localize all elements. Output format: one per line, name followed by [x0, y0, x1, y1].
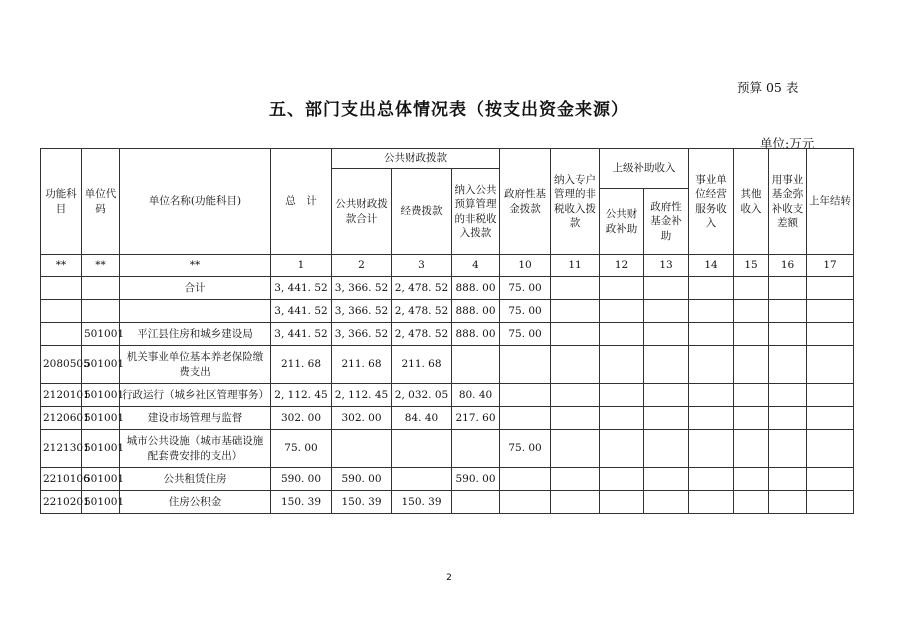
- empty-cell: [807, 430, 854, 468]
- empty-cell: [600, 323, 644, 346]
- unit-code-cell: 501001: [82, 430, 120, 468]
- index-cell: 15: [734, 255, 769, 277]
- gov-fund-cell: 75. 00: [500, 430, 551, 468]
- gov-fund-cell: 75. 00: [500, 323, 551, 346]
- index-cell: 13: [644, 255, 689, 277]
- table-row: [41, 491, 854, 514]
- empty-cell: [551, 277, 600, 300]
- operating-cell: 211. 68: [392, 346, 452, 384]
- unit-name-cell: 机关事业单位基本养老保险缴费支出: [120, 346, 271, 384]
- empty-cell: [807, 468, 854, 491]
- unit-code-cell: 501001: [82, 323, 120, 346]
- func-code-cell: [41, 323, 82, 346]
- empty-cell: [551, 491, 600, 514]
- unit-code-cell: 501001: [82, 491, 120, 514]
- func-code-cell: 2210201: [41, 491, 82, 514]
- func-code-cell: 2121301: [41, 430, 82, 468]
- empty-cell: [734, 300, 769, 323]
- header-total: 总 计: [271, 149, 332, 255]
- header-unit-code: 单位代码: [82, 149, 120, 255]
- public-total-cell: 3, 366. 52: [332, 300, 392, 323]
- empty-cell: [769, 407, 807, 430]
- unit-code-cell: 501001: [82, 407, 120, 430]
- empty-cell: [734, 323, 769, 346]
- form-number: 预算 05 表: [737, 80, 799, 95]
- nontax-cell: 888. 00: [452, 323, 500, 346]
- empty-cell: [551, 468, 600, 491]
- expenditure-table: [40, 148, 854, 514]
- header-upper-public: 公共财政补助: [600, 189, 644, 255]
- unit-name-cell: 住房公积金: [120, 491, 271, 514]
- empty-cell: [734, 407, 769, 430]
- empty-cell: [807, 384, 854, 407]
- nontax-cell: [452, 430, 500, 468]
- unit-name-cell: 城市公共设施（城市基础设施配套费安排的支出）: [120, 430, 271, 468]
- page-number: 2: [446, 573, 452, 583]
- table-row: [41, 384, 854, 407]
- empty-cell: [600, 468, 644, 491]
- header-nontax: 纳入公共预算管理的非税收入拨款: [452, 169, 500, 255]
- gov-fund-cell: [500, 384, 551, 407]
- header-public-total: 公共财政拨款合计: [332, 169, 392, 255]
- empty-cell: [551, 430, 600, 468]
- public-total-cell: 302. 00: [332, 407, 392, 430]
- empty-cell: [551, 346, 600, 384]
- empty-cell: [689, 346, 734, 384]
- nontax-cell: 217. 60: [452, 407, 500, 430]
- unit-name-cell: 建设市场管理与监督: [120, 407, 271, 430]
- empty-cell: [689, 277, 734, 300]
- empty-cell: [769, 346, 807, 384]
- empty-cell: [734, 430, 769, 468]
- empty-cell: [689, 407, 734, 430]
- empty-cell: [644, 300, 689, 323]
- empty-cell: [807, 323, 854, 346]
- total-cell: 2, 112. 45: [271, 384, 332, 407]
- empty-cell: [769, 430, 807, 468]
- empty-cell: [600, 300, 644, 323]
- empty-cell: [551, 323, 600, 346]
- header-func-code: 功能科目: [41, 149, 82, 255]
- func-code-cell: 2120601: [41, 407, 82, 430]
- index-cell: 14: [689, 255, 734, 277]
- nontax-cell: 590. 00: [452, 468, 500, 491]
- empty-cell: [734, 277, 769, 300]
- unit-code-cell: 501001: [82, 346, 120, 384]
- func-code-cell: 2080505: [41, 346, 82, 384]
- index-cell: 16: [769, 255, 807, 277]
- empty-cell: [644, 277, 689, 300]
- empty-cell: [807, 407, 854, 430]
- header-public-group: 公共财政拨款: [332, 149, 500, 169]
- page-title: 五、部门支出总体情况表（按支出资金来源）: [269, 100, 629, 120]
- table-row: [41, 277, 854, 300]
- empty-cell: [807, 277, 854, 300]
- public-total-cell: 590. 00: [332, 468, 392, 491]
- empty-cell: [551, 300, 600, 323]
- operating-cell: 84. 40: [392, 407, 452, 430]
- header-unit-name: 单位名称(功能科目): [120, 149, 271, 255]
- empty-cell: [551, 384, 600, 407]
- empty-cell: [600, 277, 644, 300]
- unit-name-cell: 合计: [120, 277, 271, 300]
- total-cell: 3, 441. 52: [271, 323, 332, 346]
- public-total-cell: [332, 430, 392, 468]
- total-cell: 3, 441. 52: [271, 277, 332, 300]
- empty-cell: [600, 407, 644, 430]
- nontax-cell: [452, 346, 500, 384]
- gov-fund-cell: [500, 468, 551, 491]
- header-upper-gov: 政府性基金补助: [644, 189, 689, 255]
- public-total-cell: 211. 68: [332, 346, 392, 384]
- total-cell: 150. 39: [271, 491, 332, 514]
- empty-cell: [689, 468, 734, 491]
- index-cell: 17: [807, 255, 854, 277]
- header-business: 事业单位经营服务收入: [689, 149, 734, 255]
- nontax-cell: 888. 00: [452, 277, 500, 300]
- table-row: [41, 300, 854, 323]
- empty-cell: [689, 300, 734, 323]
- unit-name-cell: 平江县住房和城乡建设局: [120, 323, 271, 346]
- unit-name-cell: 行政运行（城乡社区管理事务）: [120, 384, 271, 407]
- gov-fund-cell: [500, 491, 551, 514]
- operating-cell: [392, 430, 452, 468]
- nontax-cell: 80. 40: [452, 384, 500, 407]
- header-carryover: 上年结转: [807, 149, 854, 255]
- gov-fund-cell: [500, 407, 551, 430]
- index-cell: **: [120, 255, 271, 277]
- total-cell: 302. 00: [271, 407, 332, 430]
- total-cell: 211. 68: [271, 346, 332, 384]
- gov-fund-cell: [500, 346, 551, 384]
- header-other: 其他收入: [734, 149, 769, 255]
- empty-cell: [644, 407, 689, 430]
- public-total-cell: 150. 39: [332, 491, 392, 514]
- header-upper-group: 上级补助收入: [600, 149, 689, 189]
- unit-code-cell: [82, 300, 120, 323]
- index-cell: 1: [271, 255, 332, 277]
- total-cell: 75. 00: [271, 430, 332, 468]
- empty-cell: [769, 323, 807, 346]
- unit-code-cell: 501001: [82, 384, 120, 407]
- public-total-cell: 2, 112. 45: [332, 384, 392, 407]
- unit-code-cell: 501001: [82, 468, 120, 491]
- empty-cell: [644, 468, 689, 491]
- table-row: [41, 430, 854, 468]
- empty-cell: [769, 300, 807, 323]
- empty-cell: [734, 346, 769, 384]
- index-cell: 11: [551, 255, 600, 277]
- empty-cell: [600, 430, 644, 468]
- empty-cell: [600, 491, 644, 514]
- empty-cell: [734, 491, 769, 514]
- public-total-cell: 3, 366. 52: [332, 323, 392, 346]
- unit-code-cell: [82, 277, 120, 300]
- func-code-cell: 2120101: [41, 384, 82, 407]
- empty-cell: [689, 384, 734, 407]
- table-row: [41, 468, 854, 491]
- operating-cell: 2, 478. 52: [392, 300, 452, 323]
- empty-cell: [644, 384, 689, 407]
- gov-fund-cell: 75. 00: [500, 277, 551, 300]
- table-row: [41, 346, 854, 384]
- gov-fund-cell: 75. 00: [500, 300, 551, 323]
- empty-cell: [689, 430, 734, 468]
- header-operating: 经费拨款: [392, 169, 452, 255]
- func-code-cell: [41, 277, 82, 300]
- empty-cell: [807, 346, 854, 384]
- operating-cell: 150. 39: [392, 491, 452, 514]
- empty-cell: [644, 346, 689, 384]
- index-cell: 2: [332, 255, 392, 277]
- total-cell: 590. 00: [271, 468, 332, 491]
- empty-cell: [734, 468, 769, 491]
- empty-cell: [644, 430, 689, 468]
- unit-label: 单位:万元: [760, 136, 815, 151]
- empty-cell: [734, 384, 769, 407]
- empty-cell: [689, 491, 734, 514]
- unit-name-cell: 公共租赁住房: [120, 468, 271, 491]
- empty-cell: [769, 491, 807, 514]
- index-cell: 10: [500, 255, 551, 277]
- operating-cell: 2, 032. 05: [392, 384, 452, 407]
- index-cell: **: [41, 255, 82, 277]
- empty-cell: [689, 323, 734, 346]
- nontax-cell: 888. 00: [452, 300, 500, 323]
- empty-cell: [600, 346, 644, 384]
- total-cell: 3, 441. 52: [271, 300, 332, 323]
- table-row: [41, 407, 854, 430]
- index-cell: 12: [600, 255, 644, 277]
- empty-cell: [769, 384, 807, 407]
- operating-cell: [392, 468, 452, 491]
- empty-cell: [644, 491, 689, 514]
- header-fund-supplement: 用事业基金弥补收支差额: [769, 149, 807, 255]
- empty-cell: [600, 384, 644, 407]
- index-cell: 3: [392, 255, 452, 277]
- empty-cell: [769, 277, 807, 300]
- nontax-cell: [452, 491, 500, 514]
- header-special-nontax: 纳入专户管理的非税收入拨款: [551, 149, 600, 255]
- func-code-cell: [41, 300, 82, 323]
- operating-cell: 2, 478. 52: [392, 277, 452, 300]
- empty-cell: [644, 323, 689, 346]
- index-row: [41, 255, 854, 277]
- func-code-cell: 2210106: [41, 468, 82, 491]
- index-cell: **: [82, 255, 120, 277]
- operating-cell: 2, 478. 52: [392, 323, 452, 346]
- empty-cell: [807, 491, 854, 514]
- empty-cell: [807, 300, 854, 323]
- header-gov-fund: 政府性基金拨款: [500, 149, 551, 255]
- public-total-cell: 3, 366. 52: [332, 277, 392, 300]
- empty-cell: [769, 468, 807, 491]
- unit-name-cell: [120, 300, 271, 323]
- empty-cell: [551, 407, 600, 430]
- table-row: [41, 323, 854, 346]
- index-cell: 4: [452, 255, 500, 277]
